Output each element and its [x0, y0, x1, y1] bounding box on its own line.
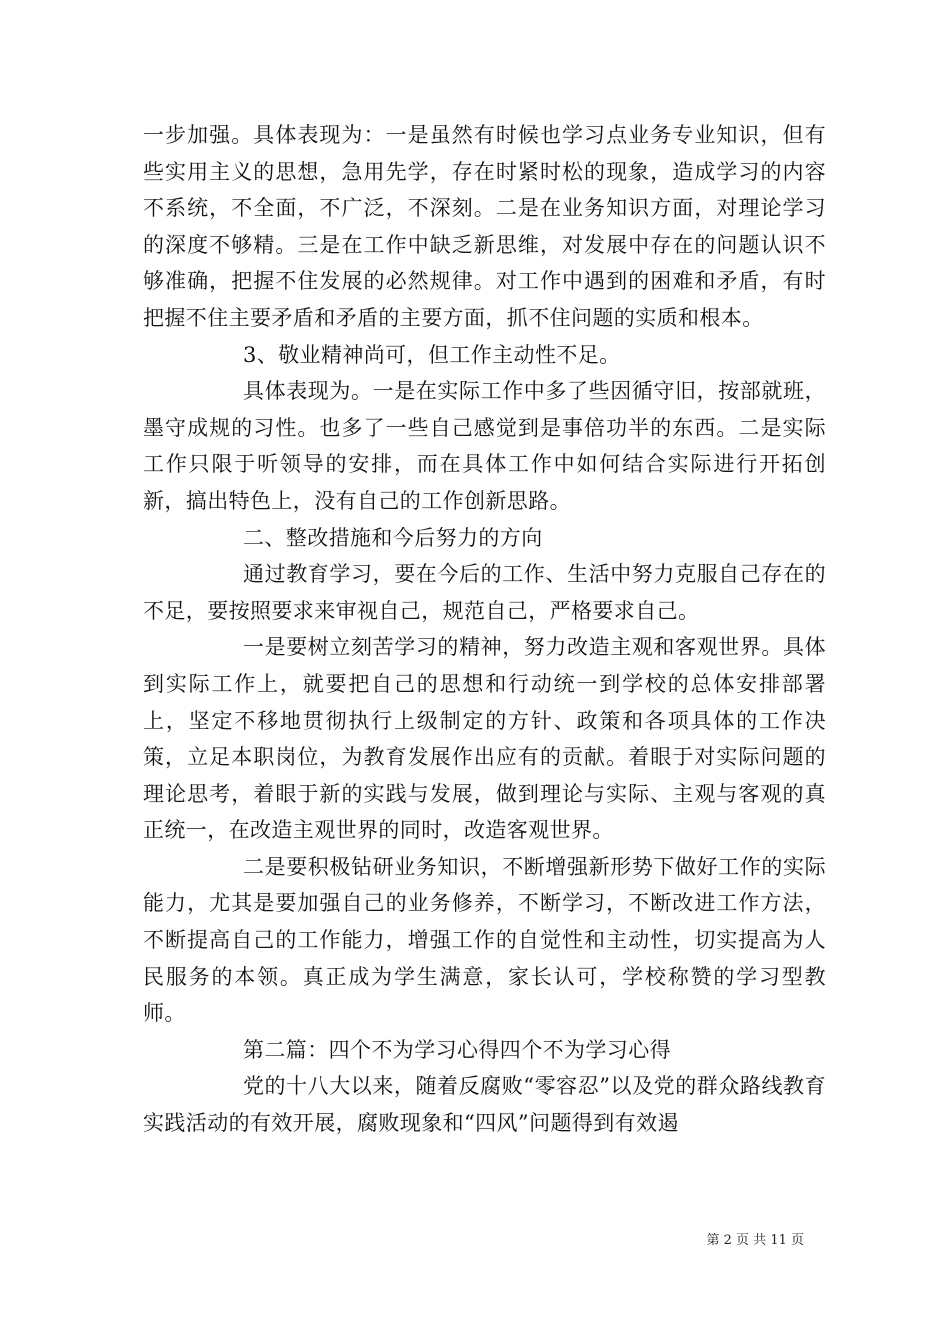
page-number: 第 2 页 共 11 页 — [706, 1233, 804, 1248]
section-heading-3: 3、敬业精神尚可，但工作主动性不足。 — [243, 342, 621, 367]
paragraph-details: 具体表现为。一是在实际工作中多了些因循守旧，按部就班，墨守成规的习性。也多了一些自己感觉到是事倍功半的东西。二是实际工作只限于听领导的安排，而在具体工作中如何结合实际进行开拓创新，搞出特色上，没有自己的工作创新思路。 — [143, 379, 826, 513]
section-heading-2: 二、整改措施和今后努力的方向 — [243, 525, 543, 550]
paragraph-continuation: 一步加强。具体表现为：一是虽然有时候也学习点业务专业知识，但有些实用主义的思想，急用先学，存在时紧时松的现象，造成学习的内容不系统，不全面，不广泛，不深刻。二是在业务知识方面，对理论学习的深度不够精。三是在工作中缺乏新思维，对发展中存在的问题认识不够准确，把握不住发展的必然规律。对工作中遇到的困难和矛盾，有时把握不住主要矛盾和矛盾的主要方面，抓不住问题的实质和根本。 — [143, 123, 826, 330]
paragraph-chapter-start: 党的十八大以来，随着反腐败“零容忍”以及党的群众路线教育实践活动的有效开展，腐败现象和“四风”问题得到有效遏 — [143, 1074, 826, 1136]
chapter-heading: 第二篇：四个不为学习心得四个不为学习心得 — [243, 1037, 671, 1062]
paragraph-measure-one: 一是要树立刻苦学习的精神，努力改造主观和客观世界。具体到实际工作上，就要把自己的思想和行动统一到学校的总体安排部署上，坚定不移地贯彻执行上级制定的方针、政策和各项具体的工作决策，立足本职岗位，为教育发展作出应有的贡献。着眼于对实际问题的理论思考，着眼于新的实践与发展，做到理论与实际、主观与客观的真正统一，在改造主观世界的同时，改造客观世界。 — [143, 635, 826, 843]
paragraph-measure-two: 二是要积极钻研业务知识，不断增强新形势下做好工作的实际能力，尤其是要加强自己的业务修养，不断学习，不断改进工作方法，不断提高自己的工作能力，增强工作的自觉性和主动性，切实提高为人民服务的本领。真正成为学生满意，家长认可，学校称赞的学习型教师。 — [143, 854, 826, 1026]
document-body — [143, 117, 826, 1142]
paragraph-intro: 通过教育学习，要在今后的工作、生活中努力克服自己存在的不足，要按照要求来审视自己，规范自己，严格要求自己。 — [143, 562, 826, 623]
